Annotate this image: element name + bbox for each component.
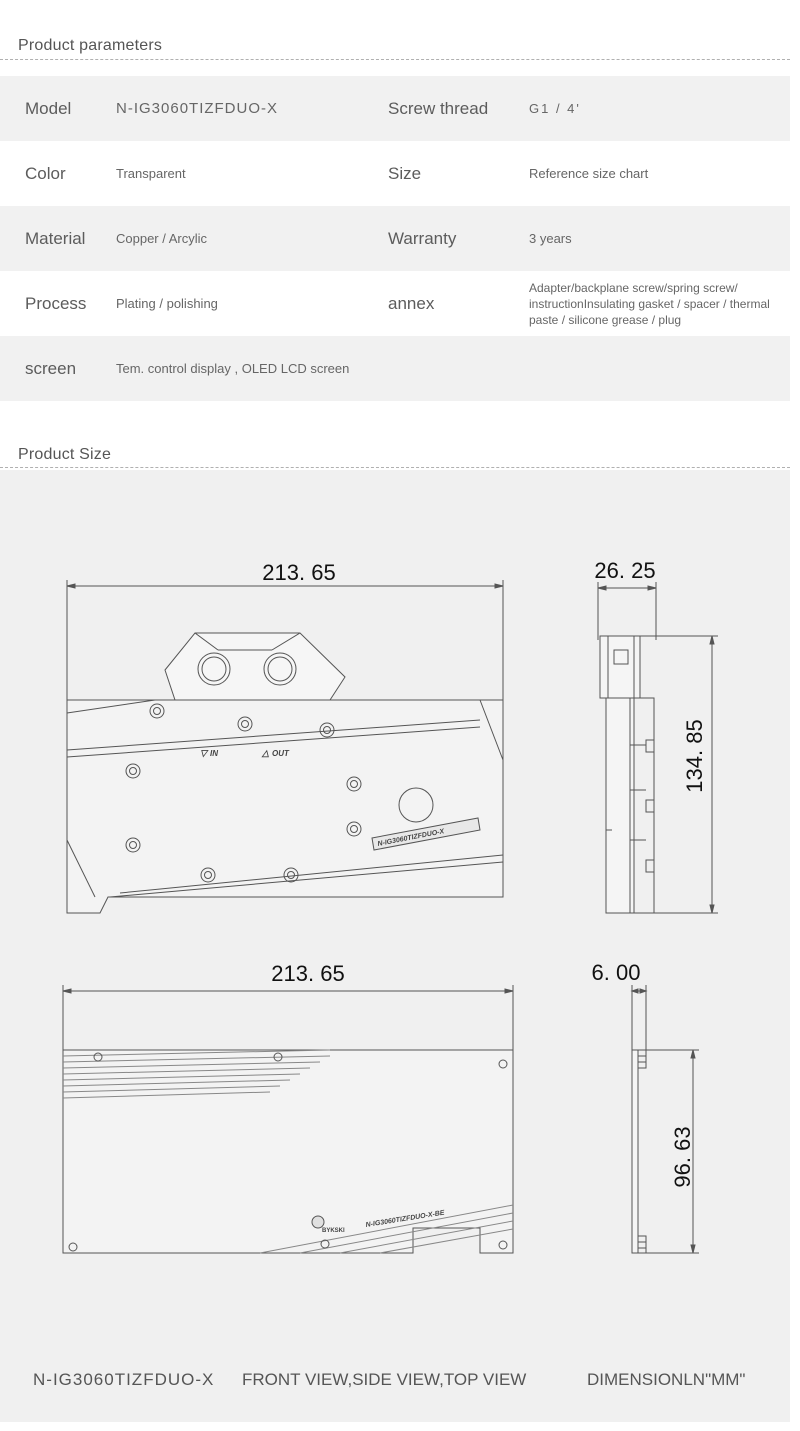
- block-model-plate: N-IG3060TIZFDUO-X: [377, 828, 445, 848]
- height-dimension: 134. 85: [682, 719, 707, 793]
- size-section-title: Product Size: [18, 446, 112, 463]
- parameters-section-title: Product parameters: [18, 37, 163, 54]
- brand-logo: BYKSKI: [322, 1228, 345, 1234]
- backplate-side-view: [632, 985, 699, 1253]
- param-value: G1 / 4': [529, 100, 581, 116]
- backplate-thickness-dimension: 6. 00: [591, 960, 641, 985]
- model-caption: N-IG3060TIZFDUO-X: [33, 1370, 215, 1389]
- param-value: [529, 336, 779, 401]
- param-row-screen: [0, 336, 790, 401]
- inlet-label: IN: [210, 749, 218, 758]
- dimension-drawing-panel: [0, 470, 790, 1422]
- param-label: Screw thread: [388, 98, 489, 118]
- front-width-dimension: 213. 65: [262, 560, 336, 585]
- param-row-process: [0, 271, 790, 336]
- param-row-color: [0, 141, 790, 206]
- param-label: Model: [25, 98, 72, 118]
- outlet-label: OUT: [272, 749, 289, 758]
- top-width-dimension: 213. 65: [271, 961, 345, 986]
- front-view: [67, 580, 503, 913]
- param-row-model: [0, 76, 790, 141]
- param-label: Process: [25, 293, 87, 313]
- param-value: Copper / Arcylic: [116, 231, 208, 246]
- section-divider: [0, 59, 790, 60]
- param-value: Tem. control display , OLED LCD screen: [116, 361, 350, 376]
- param-value: Adapter/backplane screw/spring screw/ instructionInsulating gasket / spacer / thermal paste / silicone grease / plug: [529, 280, 770, 327]
- views-caption: FRONT VIEW,SIDE VIEW,TOP VIEW: [242, 1370, 527, 1389]
- param-label: Size: [388, 163, 422, 183]
- side-thickness-dimension: 26. 25: [594, 558, 656, 583]
- param-label: Color: [25, 163, 66, 183]
- param-value: 3 years: [529, 230, 572, 246]
- param-label: screen: [25, 358, 77, 378]
- parameters-table: [0, 76, 790, 401]
- dimension-drawing: [0, 470, 790, 1422]
- param-label: Material: [25, 228, 86, 248]
- backplate-model-plate: N-IG3060TIZFDUO-X-BE: [365, 1209, 446, 1229]
- param-value: Plating / polishing: [116, 296, 218, 311]
- svg-text:△: △: [262, 748, 269, 758]
- param-row-material: [0, 206, 790, 271]
- param-value: N-IG3060TIZFDUO-X: [116, 100, 279, 117]
- param-label: Warranty: [388, 228, 457, 248]
- backplate-height-dimension: 96. 63: [670, 1126, 695, 1188]
- section-divider: [0, 467, 790, 468]
- svg-text:▽: ▽: [200, 748, 207, 758]
- param-value: Transparent: [116, 166, 186, 181]
- param-value: Reference size chart: [529, 165, 649, 181]
- top-view: [63, 985, 513, 1253]
- param-label: annex: [388, 293, 435, 313]
- units-caption: DIMENSIONLN"MM": [587, 1370, 746, 1389]
